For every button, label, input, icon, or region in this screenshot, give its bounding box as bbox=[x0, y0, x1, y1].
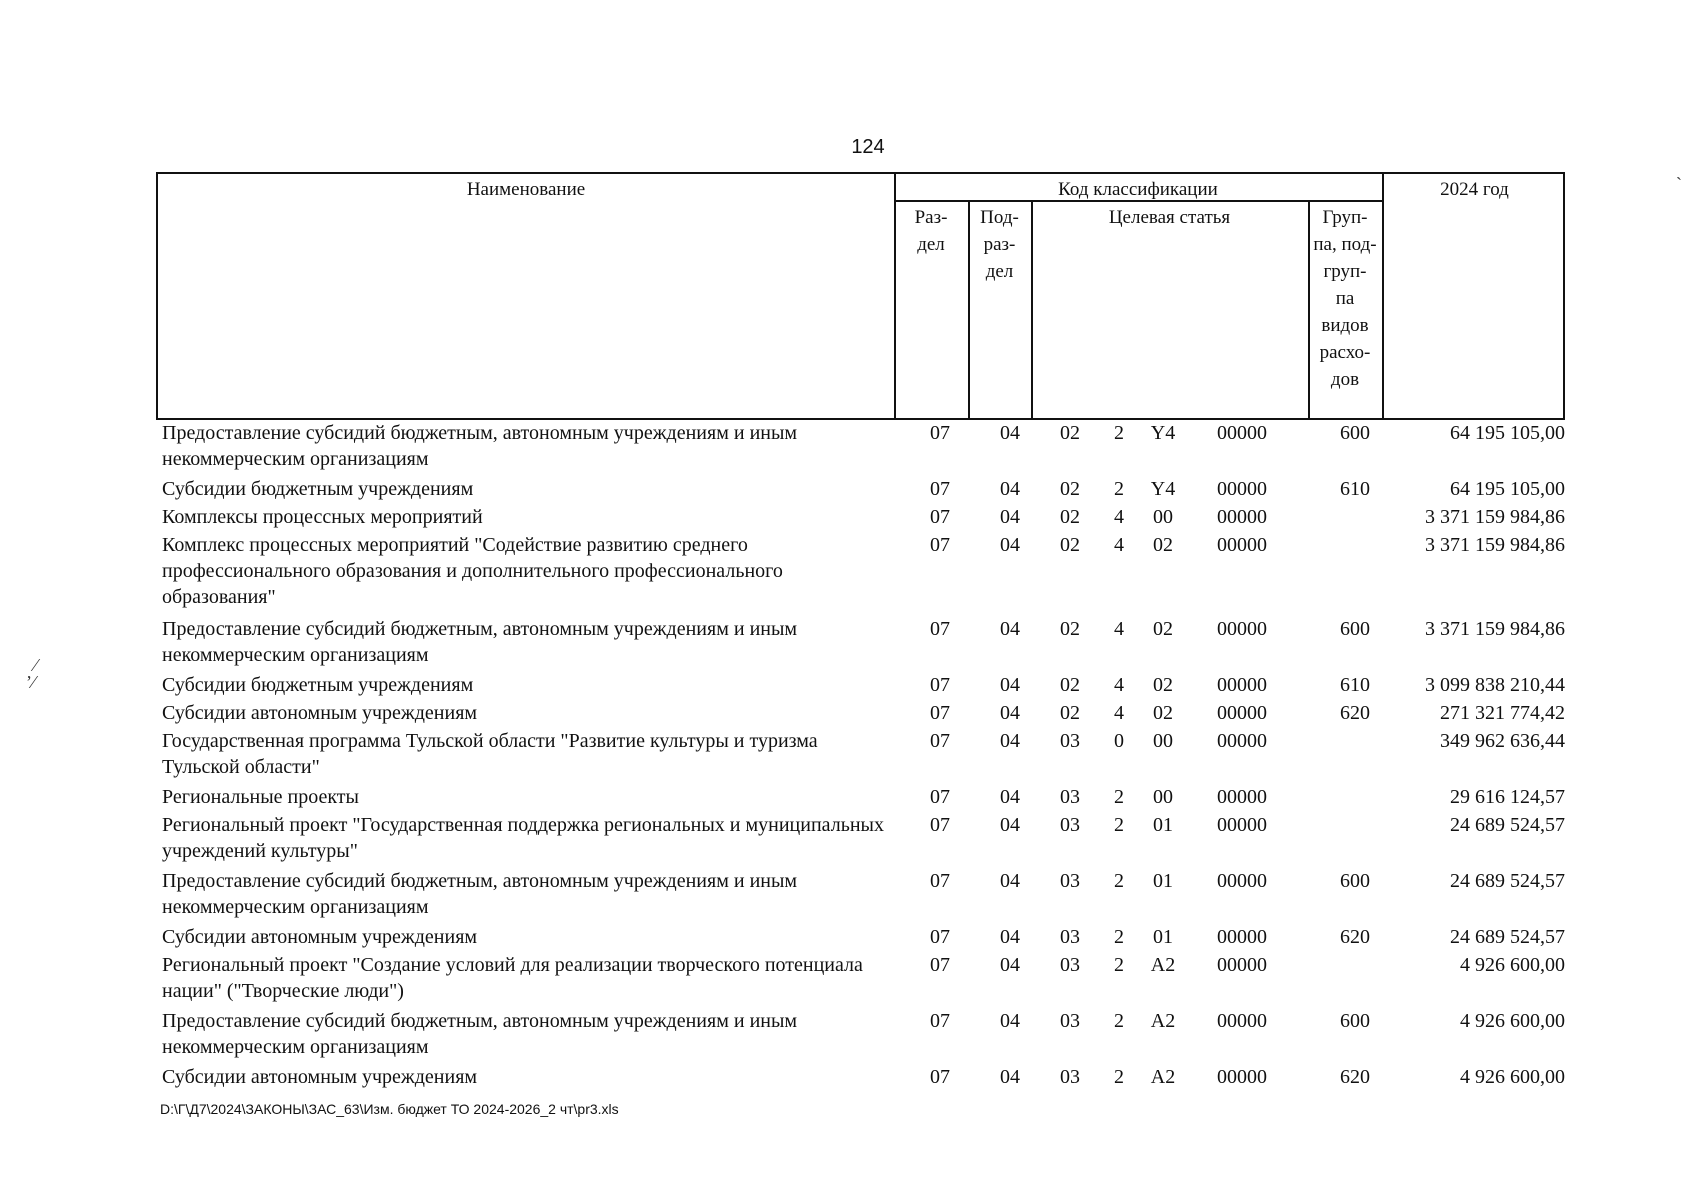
row-code-t1: 03 bbox=[1060, 870, 1080, 892]
row-code-r: 07 bbox=[930, 870, 950, 892]
file-path: D:\Г\Д7\2024\ЗАКОНЫ\ЗАС_63\Изм. бюджет ТО 2024-2026_2 чт\pr3.xls bbox=[160, 1101, 619, 1117]
row-name: Предоставление субсидий бюджетным, автономным учреждениям и иным некоммерческим организациям bbox=[162, 422, 798, 470]
row-code-t3: Y4 bbox=[1150, 422, 1176, 444]
row-amount: 24 689 524,57 bbox=[1450, 926, 1565, 948]
table-row bbox=[156, 924, 1565, 952]
row-code-r: 07 bbox=[930, 730, 950, 752]
row-name: Региональные проекты bbox=[162, 786, 359, 808]
row-code-t2: 0 bbox=[1114, 730, 1124, 752]
row-code-r: 07 bbox=[930, 1066, 950, 1088]
row-code-t2: 2 bbox=[1114, 1066, 1124, 1088]
row-code-t4: 00000 bbox=[1217, 618, 1267, 640]
row-code-p: 04 bbox=[1000, 702, 1020, 724]
row-code-p: 04 bbox=[1000, 1010, 1020, 1032]
row-code-p: 04 bbox=[1000, 926, 1020, 948]
row-code-g: 610 bbox=[1340, 674, 1370, 696]
table-row bbox=[156, 1008, 1565, 1064]
row-code-p: 04 bbox=[1000, 730, 1020, 752]
row-code-p: 04 bbox=[1000, 954, 1020, 976]
row-code-t4: 00000 bbox=[1217, 1066, 1267, 1088]
header-podrazdel bbox=[968, 204, 1031, 285]
header-group-line: па bbox=[1335, 288, 1355, 309]
row-code-r: 07 bbox=[930, 534, 950, 556]
header-group-line: расхо- bbox=[1319, 342, 1371, 363]
row-code-t2: 2 bbox=[1114, 1010, 1124, 1032]
header-razdel bbox=[894, 204, 968, 258]
margin-mark: ʼ⁄ bbox=[26, 672, 35, 692]
row-amount: 271 321 774,42 bbox=[1440, 702, 1565, 724]
row-code-p: 04 bbox=[1000, 674, 1020, 696]
row-code-p: 04 bbox=[1000, 478, 1020, 500]
row-code-r: 07 bbox=[930, 814, 950, 836]
row-amount: 349 962 636,44 bbox=[1440, 730, 1565, 752]
row-code-t4: 00000 bbox=[1217, 674, 1267, 696]
header-group-line: груп- bbox=[1323, 261, 1367, 282]
row-code-t3: Y4 bbox=[1150, 478, 1176, 500]
table-row bbox=[156, 420, 1565, 476]
row-code-g: 600 bbox=[1340, 422, 1370, 444]
row-code-t2: 2 bbox=[1114, 870, 1124, 892]
header-podrazdel-line: раз- bbox=[983, 234, 1016, 255]
row-code-t4: 00000 bbox=[1217, 702, 1267, 724]
row-code-t2: 4 bbox=[1114, 534, 1124, 556]
row-name: Комплекс процессных мероприятий "Содействие развитию среднего профессионального образования и дополнительного профессионального образования" bbox=[162, 534, 783, 608]
row-code-p: 04 bbox=[1000, 506, 1020, 528]
row-code-t3: А2 bbox=[1150, 954, 1176, 976]
table-row bbox=[156, 616, 1565, 672]
row-code-g: 610 bbox=[1340, 478, 1370, 500]
row-code-t4: 00000 bbox=[1217, 954, 1267, 976]
row-code-t3: 02 bbox=[1153, 702, 1173, 724]
table-row bbox=[156, 700, 1565, 728]
row-code-t1: 03 bbox=[1060, 954, 1080, 976]
row-amount: 4 926 600,00 bbox=[1460, 1066, 1565, 1088]
table-row bbox=[156, 728, 1565, 784]
row-code-t1: 02 bbox=[1060, 618, 1080, 640]
row-code-t3: 01 bbox=[1153, 926, 1173, 948]
row-code-t3: 01 bbox=[1153, 814, 1173, 836]
table-row bbox=[156, 476, 1565, 504]
row-code-r: 07 bbox=[930, 1010, 950, 1032]
row-code-t2: 4 bbox=[1114, 674, 1124, 696]
row-code-t3: 00 bbox=[1153, 786, 1173, 808]
row-code-t3: 01 bbox=[1153, 870, 1173, 892]
row-amount: 64 195 105,00 bbox=[1450, 422, 1565, 444]
margin-mark: ˎ bbox=[1676, 160, 1682, 180]
row-amount: 3 371 159 984,86 bbox=[1425, 506, 1565, 528]
row-code-t2: 2 bbox=[1114, 786, 1124, 808]
row-code-t4: 00000 bbox=[1217, 870, 1267, 892]
row-amount: 29 616 124,57 bbox=[1450, 786, 1565, 808]
row-name: Субсидии бюджетным учреждениям bbox=[162, 674, 474, 696]
row-code-r: 07 bbox=[930, 786, 950, 808]
row-code-t1: 02 bbox=[1060, 478, 1080, 500]
header-group-line: па, под- bbox=[1313, 234, 1377, 255]
row-code-t4: 00000 bbox=[1217, 506, 1267, 528]
row-code-t2: 2 bbox=[1114, 954, 1124, 976]
header-group-line: дов bbox=[1330, 369, 1360, 390]
row-code-p: 04 bbox=[1000, 618, 1020, 640]
row-name: Государственная программа Тульской области "Развитие культуры и туризма Тульской области" bbox=[162, 730, 818, 778]
row-code-p: 04 bbox=[1000, 786, 1020, 808]
row-code-t1: 02 bbox=[1060, 506, 1080, 528]
margin-mark: ⁄ bbox=[34, 655, 38, 675]
row-code-t1: 03 bbox=[1060, 1066, 1080, 1088]
row-code-r: 07 bbox=[930, 954, 950, 976]
row-amount: 4 926 600,00 bbox=[1460, 954, 1565, 976]
header-target-article: Целевая статья bbox=[1108, 207, 1231, 228]
row-code-t4: 00000 bbox=[1217, 814, 1267, 836]
row-code-t4: 00000 bbox=[1217, 926, 1267, 948]
row-code-t2: 4 bbox=[1114, 702, 1124, 724]
row-code-t1: 02 bbox=[1060, 534, 1080, 556]
row-code-t4: 00000 bbox=[1217, 1010, 1267, 1032]
row-name: Субсидии бюджетным учреждениям bbox=[162, 478, 474, 500]
row-code-r: 07 bbox=[930, 506, 950, 528]
header-group bbox=[1308, 204, 1382, 393]
row-code-r: 07 bbox=[930, 422, 950, 444]
row-code-r: 07 bbox=[930, 674, 950, 696]
table-header bbox=[156, 172, 1565, 420]
table-row bbox=[156, 812, 1565, 868]
row-name: Комплексы процессных мероприятий bbox=[162, 506, 483, 528]
row-code-t2: 4 bbox=[1114, 618, 1124, 640]
header-razdel-line: Раз- bbox=[914, 207, 948, 228]
row-amount: 4 926 600,00 bbox=[1460, 1010, 1565, 1032]
table-row bbox=[156, 672, 1565, 700]
row-name: Субсидии автономным учреждениям bbox=[162, 1066, 478, 1088]
col-divider bbox=[1382, 174, 1384, 418]
row-code-t3: А2 bbox=[1150, 1010, 1176, 1032]
row-name: Региональный проект "Создание условий для реализации творческого потенциала нации" ("Творческие люди") bbox=[162, 954, 863, 1002]
row-code-t3: 00 bbox=[1153, 506, 1173, 528]
row-code-r: 07 bbox=[930, 702, 950, 724]
row-amount: 3 371 159 984,86 bbox=[1425, 534, 1565, 556]
row-code-t1: 02 bbox=[1060, 422, 1080, 444]
row-code-t4: 00000 bbox=[1217, 478, 1267, 500]
row-code-p: 04 bbox=[1000, 422, 1020, 444]
row-code-t3: 02 bbox=[1153, 674, 1173, 696]
table-row bbox=[156, 1064, 1565, 1092]
row-code-t1: 02 bbox=[1060, 702, 1080, 724]
row-code-r: 07 bbox=[930, 618, 950, 640]
page-number: 124 bbox=[851, 136, 885, 158]
row-code-t1: 03 bbox=[1060, 730, 1080, 752]
row-code-p: 04 bbox=[1000, 814, 1020, 836]
row-amount: 24 689 524,57 bbox=[1450, 814, 1565, 836]
row-code-t4: 00000 bbox=[1217, 422, 1267, 444]
table-row bbox=[156, 784, 1565, 812]
row-name: Региональный проект "Государственная поддержка региональных и муниципальных учреждений культуры" bbox=[162, 814, 884, 862]
row-code-t1: 02 bbox=[1060, 674, 1080, 696]
header-group-line: Груп- bbox=[1322, 207, 1368, 228]
row-code-t2: 2 bbox=[1114, 422, 1124, 444]
row-code-g: 600 bbox=[1340, 618, 1370, 640]
row-name: Предоставление субсидий бюджетным, автономным учреждениям и иным некоммерческим организациям bbox=[162, 870, 798, 918]
row-name: Предоставление субсидий бюджетным, автономным учреждениям и иным некоммерческим организациям bbox=[162, 1010, 798, 1058]
row-code-g: 600 bbox=[1340, 1010, 1370, 1032]
row-name: Предоставление субсидий бюджетным, автономным учреждениям и иным некоммерческим организациям bbox=[162, 618, 798, 666]
table-row bbox=[156, 532, 1565, 616]
row-code-t1: 03 bbox=[1060, 1010, 1080, 1032]
header-podrazdel-line: Под- bbox=[980, 207, 1019, 228]
col-divider bbox=[1031, 202, 1033, 418]
header-podrazdel-line: дел bbox=[985, 261, 1014, 282]
row-code-r: 07 bbox=[930, 926, 950, 948]
row-code-t1: 03 bbox=[1060, 814, 1080, 836]
row-amount: 3 371 159 984,86 bbox=[1425, 618, 1565, 640]
row-code-t3: 02 bbox=[1153, 618, 1173, 640]
row-code-g: 620 bbox=[1340, 702, 1370, 724]
row-code-t2: 2 bbox=[1114, 926, 1124, 948]
header-razdel-line: дел bbox=[917, 234, 945, 255]
header-name: Наименование bbox=[466, 179, 586, 200]
header-group-line: видов bbox=[1321, 315, 1369, 336]
row-code-t2: 2 bbox=[1114, 814, 1124, 836]
row-name: Субсидии автономным учреждениям bbox=[162, 926, 478, 948]
row-amount: 64 195 105,00 bbox=[1450, 478, 1565, 500]
table-row bbox=[156, 952, 1565, 1008]
row-amount: 24 689 524,57 bbox=[1450, 870, 1565, 892]
row-code-p: 04 bbox=[1000, 534, 1020, 556]
row-code-g: 620 bbox=[1340, 926, 1370, 948]
row-code-t4: 00000 bbox=[1217, 730, 1267, 752]
row-code-g: 600 bbox=[1340, 870, 1370, 892]
table-row bbox=[156, 504, 1565, 532]
row-code-t3: А2 bbox=[1150, 1066, 1176, 1088]
table-row bbox=[156, 868, 1565, 924]
row-code-t4: 00000 bbox=[1217, 786, 1267, 808]
row-code-t3: 00 bbox=[1153, 730, 1173, 752]
row-code-g: 620 bbox=[1340, 1066, 1370, 1088]
row-amount: 3 099 838 210,44 bbox=[1425, 674, 1565, 696]
header-code-group: Код классификации bbox=[1058, 179, 1218, 200]
row-code-t2: 4 bbox=[1114, 506, 1124, 528]
row-code-t3: 02 bbox=[1153, 534, 1173, 556]
table-body bbox=[156, 420, 1565, 1092]
row-code-p: 04 bbox=[1000, 870, 1020, 892]
row-code-t2: 2 bbox=[1114, 478, 1124, 500]
row-code-r: 07 bbox=[930, 478, 950, 500]
row-code-t4: 00000 bbox=[1217, 534, 1267, 556]
header-year: 2024 год bbox=[1440, 179, 1509, 200]
row-code-p: 04 bbox=[1000, 1066, 1020, 1088]
row-code-t1: 03 bbox=[1060, 926, 1080, 948]
row-name: Субсидии автономным учреждениям bbox=[162, 702, 478, 724]
row-code-t1: 03 bbox=[1060, 786, 1080, 808]
